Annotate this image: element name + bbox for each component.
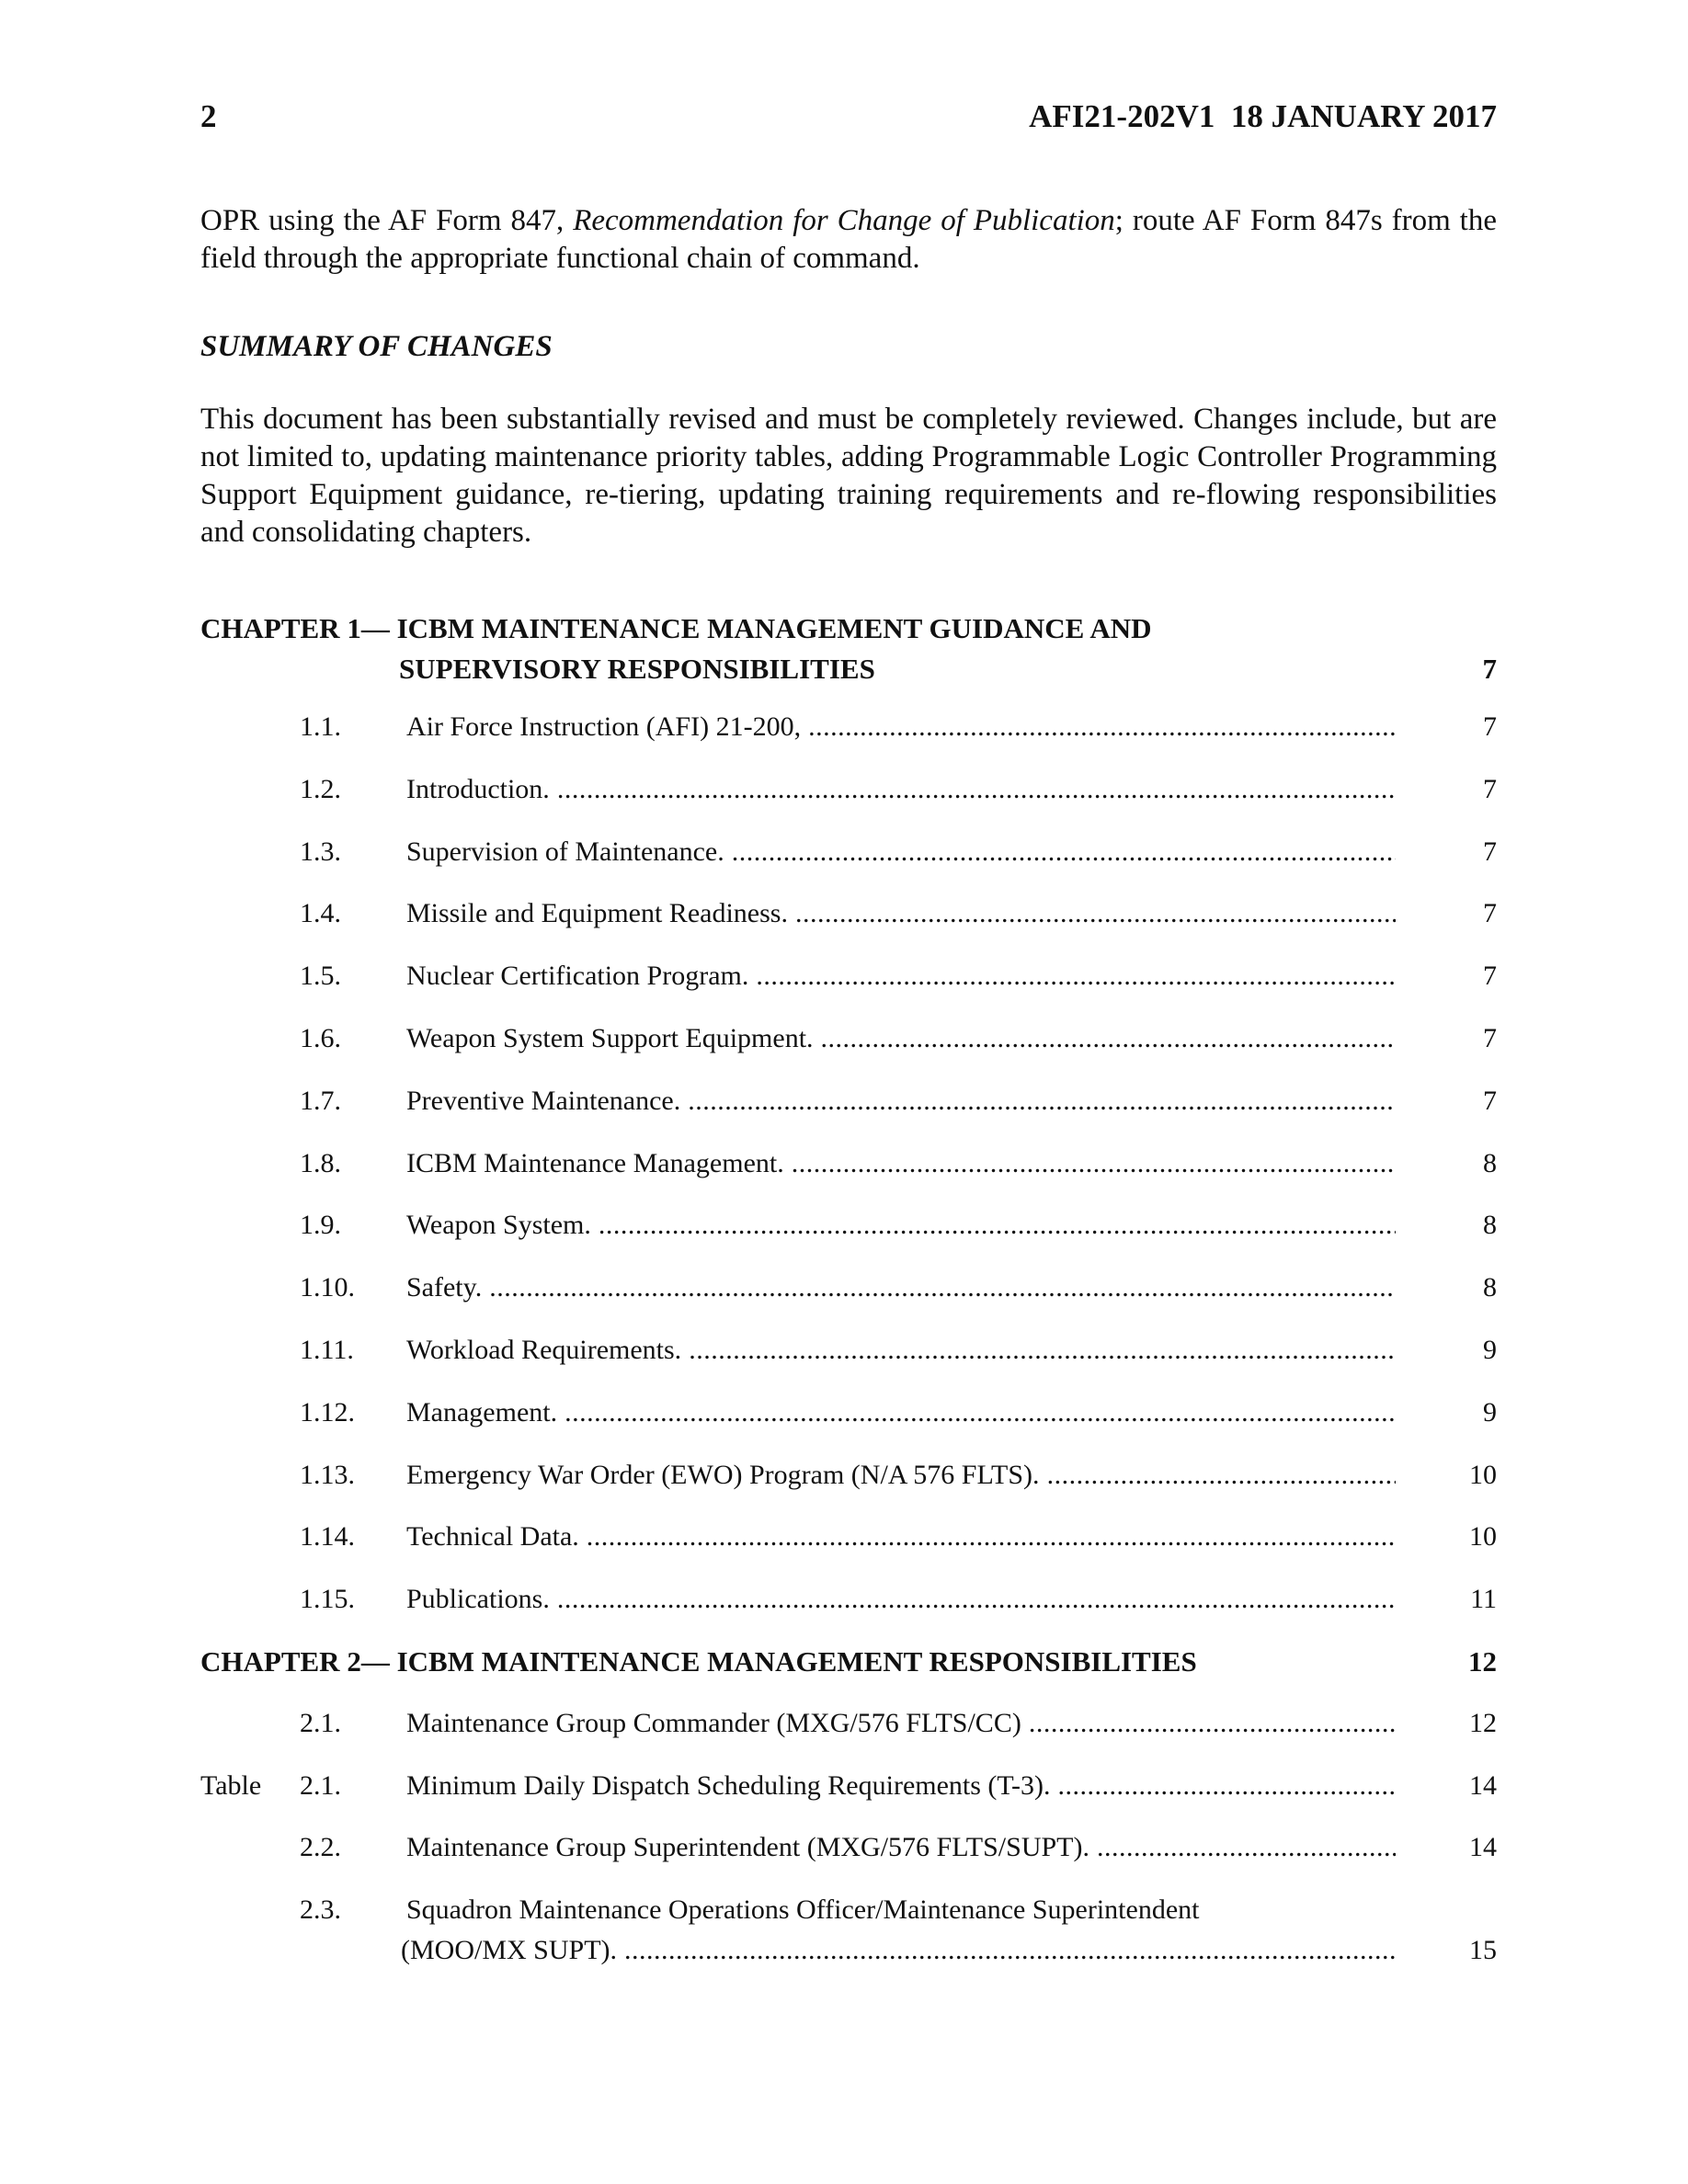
toc-entry-page: 9 [1483, 1396, 1497, 1428]
intro-text-2: ; route AF Form 847s from the field through the appropriate functional chain of command. [200, 204, 1497, 275]
toc-entry-number: 2.2. [300, 1832, 341, 1863]
toc-entry-number: 1.4. [300, 898, 341, 929]
toc-entry[interactable] [200, 836, 1497, 877]
toc-entry[interactable] [200, 961, 1497, 1001]
toc-entry-page: 7 [1483, 1023, 1497, 1053]
toc-entry-title: Introduction. ..... [406, 774, 1396, 805]
toc-entry-title: Air Force Instruction (AFI) 21-200, ..... [406, 711, 1396, 743]
toc-entry-page: 7 [1483, 836, 1497, 867]
chapter-page: 12 [1468, 1645, 1497, 1678]
toc-entry-page: 14 [1469, 1769, 1497, 1801]
toc-entry-number: 1.8. [300, 1147, 341, 1178]
summary-heading: SUMMARY OF CHANGES [200, 330, 553, 363]
toc-entry[interactable] [200, 1460, 1497, 1500]
toc-entry-page: 10 [1469, 1459, 1497, 1490]
toc-entry-number: 1.10. [300, 1272, 355, 1303]
toc-entry-number: 1.12. [300, 1396, 355, 1428]
chapter-page: 7 [1482, 653, 1497, 685]
toc-entry-title: Publications. ..... [406, 1584, 1396, 1615]
toc-entry-number: 1.13. [300, 1459, 355, 1490]
toc-entry-page: 15 [1469, 1934, 1497, 1965]
toc-entry-title: Weapon System. ..... [406, 1210, 1396, 1241]
toc-entry-title: Squadron Maintenance Operations Officer/Maintenance Superintendent [406, 1894, 1200, 1925]
toc-entry-page: 11 [1470, 1584, 1497, 1615]
toc-entry[interactable] [200, 1086, 1497, 1126]
toc-entry-number: 1.6. [300, 1023, 341, 1053]
chapter-title-line1: CHAPTER 2— ICBM MAINTENANCE MANAGEMENT RESPONSIBILITIES [200, 1645, 1197, 1678]
toc-entry-title: Maintenance Group Commander (MXG/576 FLTS/CC) ..... [406, 1708, 1396, 1739]
toc-entry-page: 7 [1483, 961, 1497, 992]
toc-entry-page: 12 [1469, 1708, 1497, 1738]
toc-entry-page: 7 [1483, 711, 1497, 742]
toc-entry-title-continued: (MOO/MX SUPT). ..... [401, 1935, 1396, 1966]
chapter-title-line2: SUPERVISORY RESPONSIBILITIES [399, 653, 875, 685]
page-header [200, 98, 1497, 144]
toc-entry-page: 7 [1483, 898, 1497, 929]
page-number: 2 [200, 98, 217, 134]
toc-entry-title: Safety. ..... [406, 1272, 1396, 1303]
toc-entry-page: 9 [1483, 1335, 1497, 1365]
toc-chapter-1[interactable] [200, 612, 1497, 695]
toc-entry-title: Workload Requirements. ..... [406, 1335, 1396, 1366]
toc-entry-page: 10 [1469, 1521, 1497, 1553]
chapter-title-line1: CHAPTER 1— ICBM MAINTENANCE MANAGEMENT GUIDANCE AND [200, 612, 1152, 644]
toc-entry-title: Management. ..... [406, 1397, 1396, 1428]
toc-entry[interactable] [200, 1770, 1497, 1811]
toc-entry-number: 1.14. [300, 1521, 355, 1553]
toc-entry-number: 1.1. [300, 711, 341, 742]
toc-entry-page: 8 [1483, 1210, 1497, 1241]
toc-entry-number: 1.2. [300, 773, 341, 804]
toc-entry-number: 2.1. [300, 1708, 341, 1738]
toc-entry-number: 1.5. [300, 961, 341, 992]
toc-entry-number: 1.15. [300, 1584, 355, 1615]
toc-entry[interactable] [200, 1335, 1497, 1375]
toc-entry-title: Preventive Maintenance. ..... [406, 1086, 1396, 1117]
toc-entry[interactable] [200, 1148, 1497, 1189]
intro-text-1: OPR using the AF Form 847, [200, 204, 574, 237]
toc-entry-number: 1.11. [300, 1335, 354, 1365]
toc-entry-title: Minimum Daily Dispatch Scheduling Requirements (T-3). ..... [406, 1770, 1396, 1802]
toc-entry-title: Technical Data. ..... [406, 1521, 1396, 1553]
document-id: AFI21-202V1 18 JANUARY 2017 [1029, 98, 1497, 134]
intro-paragraph [200, 202, 1497, 278]
toc-entry-page: 7 [1483, 1085, 1497, 1116]
toc-entry[interactable] [200, 1832, 1497, 1872]
toc-entry-title: Nuclear Certification Program. ..... [406, 961, 1396, 992]
toc-entry[interactable] [200, 1272, 1497, 1313]
toc-chapter-2[interactable] [200, 1645, 1497, 1687]
toc-entry[interactable] [200, 1521, 1497, 1562]
toc-entry-number: 1.3. [300, 836, 341, 867]
toc-entry-page: 14 [1469, 1832, 1497, 1863]
toc-entry-title: Supervision of Maintenance. ..... [406, 836, 1396, 868]
form-title: Recommendation for Change of Publication [573, 204, 1115, 237]
toc-entry-title: Emergency War Order (EWO) Program (N/A 576 FLTS). ..... [406, 1460, 1396, 1491]
toc-entry-number: 1.7. [300, 1085, 341, 1116]
toc-entry-title: Weapon System Support Equipment. ..... [406, 1023, 1396, 1054]
toc-entry[interactable] [200, 1894, 1497, 1975]
toc-entry[interactable] [200, 898, 1497, 938]
toc-entry-number: 1.9. [300, 1210, 341, 1241]
toc-entry[interactable] [200, 1708, 1497, 1748]
toc-entry-title: Maintenance Group Superintendent (MXG/576 FLTS/SUPT). ..... [406, 1832, 1396, 1863]
toc-entry-number: 2.3. [300, 1894, 341, 1925]
toc-entry[interactable] [200, 1023, 1497, 1064]
toc-entry[interactable] [200, 1210, 1497, 1250]
toc-entry-prefix: Table [200, 1769, 262, 1801]
toc-entry[interactable] [200, 774, 1497, 814]
toc-entry-title: ICBM Maintenance Management. ..... [406, 1148, 1396, 1179]
toc-entry-title: Missile and Equipment Readiness. ..... [406, 898, 1396, 929]
toc-entry[interactable] [200, 1397, 1497, 1438]
toc-entry[interactable] [200, 711, 1497, 752]
toc-entry-page: 8 [1483, 1272, 1497, 1303]
summary-text: This document has been substantially revised and must be completely reviewed. Changes include, but are not limited to, updating maintenance priority tables, adding Programmable Logic Controller Programming Support Equipment guidance, re-tiering, updating training requirements and re-flowing responsibilities and consolidating chapters. [200, 403, 1497, 549]
toc-entry-page: 7 [1483, 773, 1497, 804]
toc-entry-page: 8 [1483, 1147, 1497, 1178]
toc-entry-number: 2.1. [300, 1769, 341, 1801]
toc-entry[interactable] [200, 1584, 1497, 1624]
